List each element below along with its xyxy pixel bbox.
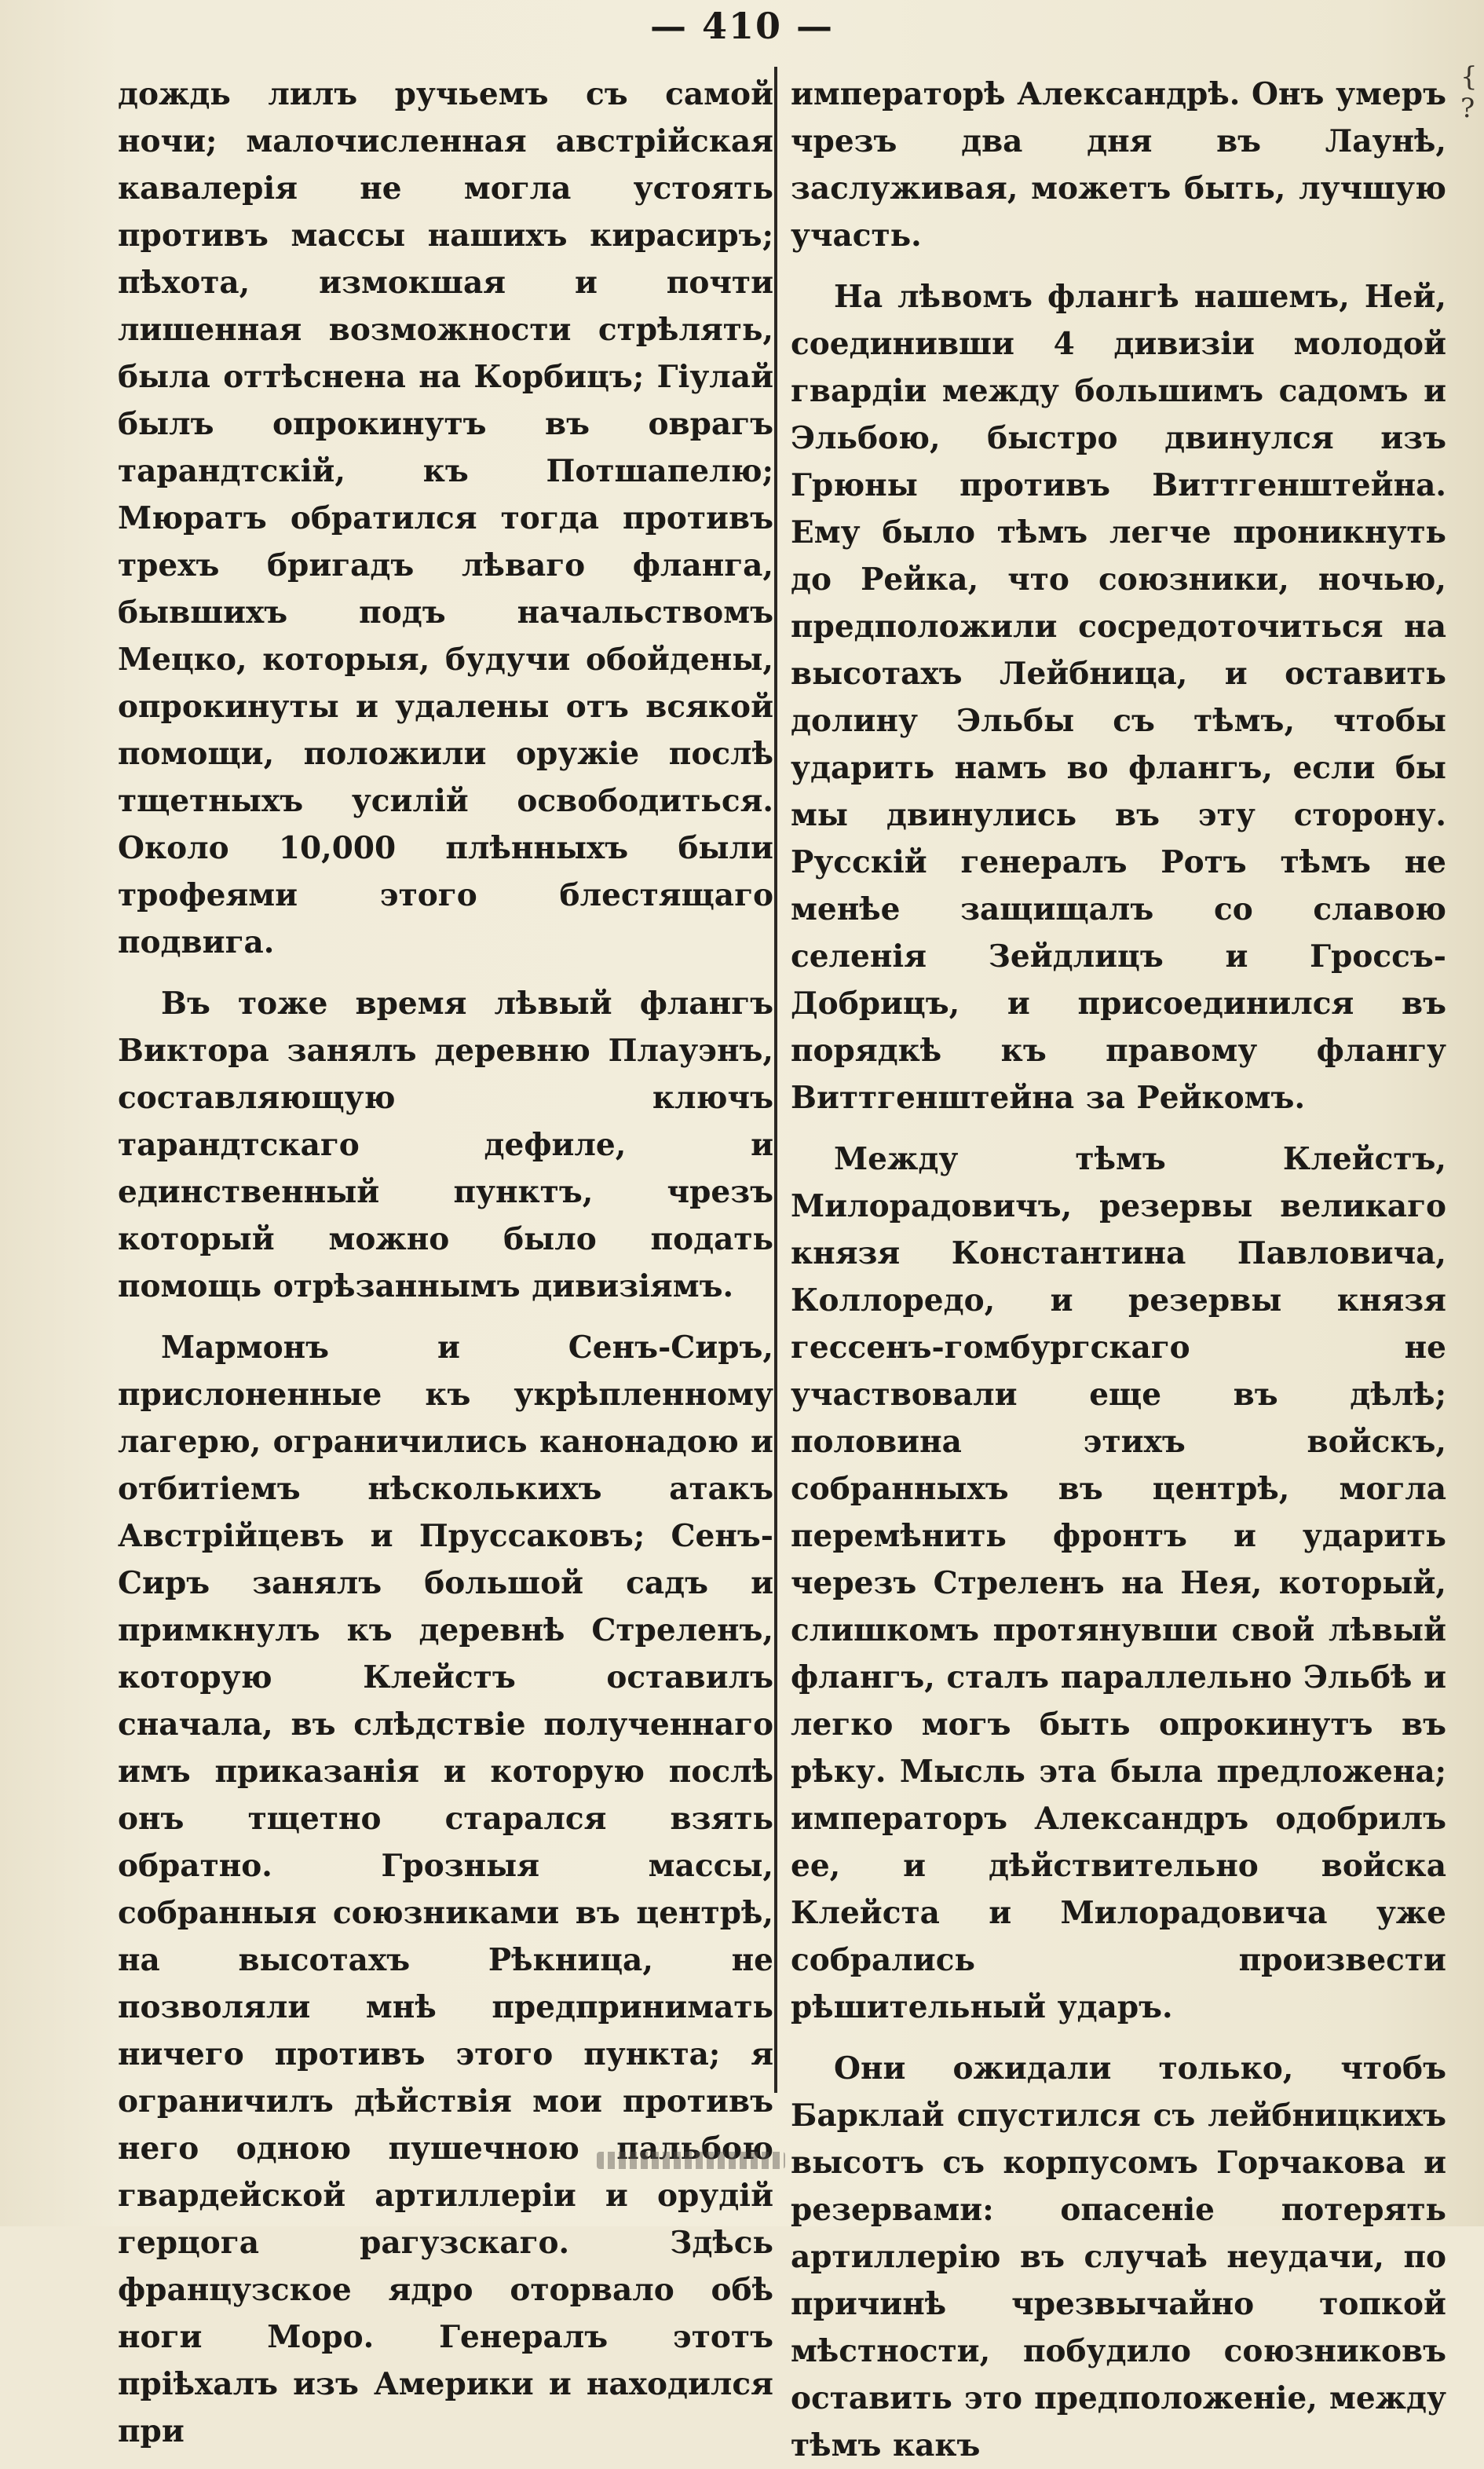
paragraph: Они ожидали только, чтобъ Барклай спустился съ лейбницкихъ высотъ съ корпусомъ Горчакова и резервами: опасеніе потерять артиллерію въ случаѣ неудачи, по причинѣ чрезвычайно топкой мѣстности, побудило союзниковъ оставить это предположеніе, между тѣмъ какъ [791, 2050, 1446, 2464]
right-column [791, 71, 1446, 2464]
paragraph: Между тѣмъ Клейстъ, Милорадовичъ, резервы великаго князя Константина Павловича, Коллоредо, и резервы князя гессенъ-гомбургскаго не участвовали еще въ дѣлѣ; половина этихъ войскъ, собранныхъ въ центрѣ, могла перемѣнить фронтъ и ударить черезъ Стреленъ на Нея, который, слишкомъ протянувши свой лѣвый флангъ, сталъ параллельно Эльбѣ и легко могъ быть опрокинутъ въ рѣку. Мысль эта была предложена; императоръ Александръ одобрилъ ее, и дѣйствительно войска Клейста и Милорадовича уже собрались произвести рѣшительный ударъ. [791, 1141, 1446, 2025]
paragraph: дождь лилъ ручьемъ съ самой ночи; малочисленная австрійская кавалерія не могла устоять противъ массы нашихъ кирасиръ; пѣхота, измокшая и почти лишенная возможности стрѣлять, была оттѣснена на Корбицъ; Гіулай былъ опрокинутъ въ оврагъ тарандтскій, къ Потшапелю; Мюратъ обратился тогда противъ трехъ бригадъ лѣваго фланга, бывшихъ подъ начальствомъ Мецко, которыя, будучи обойдены, опрокинуты и удалены отъ всякой помощи, положили оружіе послѣ тщетныхъ усилій освободиться. Около 10,000 плѣнныхъ были трофеями этого блестящаго подвига. [118, 76, 773, 960]
bottom-stamp [597, 2152, 785, 2169]
paragraph: На лѣвомъ флангѣ нашемъ, Ней, соединивши 4 дивизіи молодой гвардіи между большимъ садомъ и Эльбою, быстро двинулся изъ Грюны противъ Виттгенштейна. Ему было тѣмъ легче проникнуть до Рейка, что союзники, ночью, предположили сосредоточиться на высотахъ Лейбница, и оставить долину Эльбы съ тѣмъ, чтобы ударить намъ во флангъ, если бы мы двинулись въ эту сторону. Русскій генералъ Ротъ тѣмъ не менѣе защищалъ со славою селенія Зейдлицъ и Гроссъ-Добрицъ, и присоединился въ порядкѣ къ правому флангу Виттгенштейна за Рейкомъ. [791, 279, 1446, 1116]
page-number: — 410 — [649, 5, 835, 47]
paragraph: императорѣ Александрѣ. Онъ умеръ чрезъ два дня въ Лаунѣ, заслуживая, можетъ быть, лучшую участь. [791, 76, 1446, 254]
column-divider [774, 67, 777, 2093]
paragraph: Въ тоже время лѣвый флангъ Виктора занялъ деревню Плауэнъ, составляющую ключъ тарандтскаго дефиле, и единственный пунктъ, чрезъ который можно было подать помощь отрѣзаннымъ дивизіямъ. [118, 986, 773, 1304]
paragraph: Мармонъ и Сенъ-Сиръ, прислоненные къ укрѣпленному лагерю, ограничились канонадою и отбитіемъ нѣсколькихъ атакъ Австрійцевъ и Пруссаковъ; Сенъ-Сиръ занялъ большой садъ и примкнулъ къ деревнѣ Стреленъ, которую Клейстъ оставилъ сначала, въ слѣдствіе полученнаго имъ приказанія и которую послѣ онъ тщетно старался взять обратно. Грозныя массы, собранныя союзниками въ центрѣ, на высотахъ Рѣкница, не позволяли мнѣ предпринимать ничего противъ этого пункта; я ограничилъ дѣйствія мои противъ него одною пушечною пальбою гвардейской артиллеріи и орудій герцога рагузскаго. Здѣсь французское ядро оторвало обѣ ноги Моро. Генералъ этотъ пріѣхалъ изъ Америки и находился при [118, 1330, 773, 2449]
left-column [118, 71, 773, 2449]
margin-mark: { ? [1460, 61, 1478, 124]
